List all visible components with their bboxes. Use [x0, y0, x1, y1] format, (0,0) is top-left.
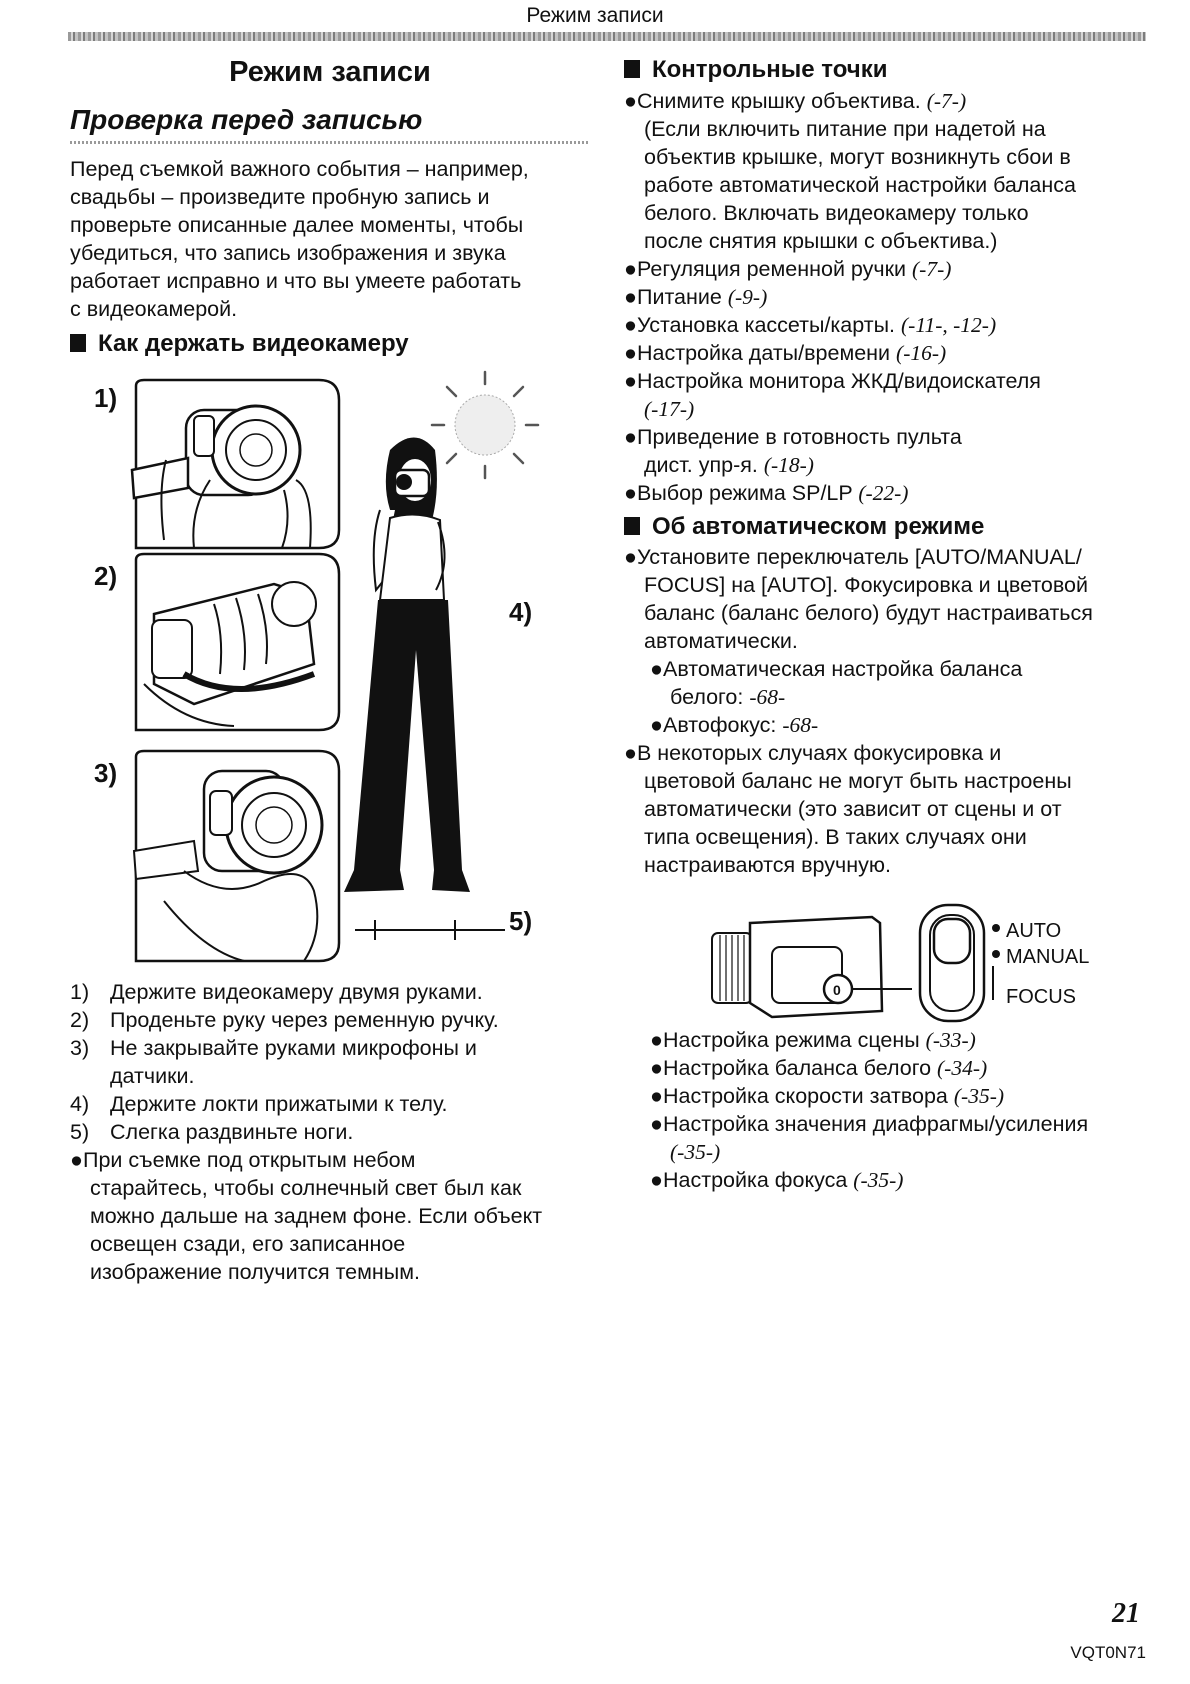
list-item	[624, 423, 1164, 479]
svg-text:0: 0	[833, 982, 841, 998]
page-ref: (-35-)	[670, 1140, 721, 1164]
step-text: датчики.	[110, 1064, 195, 1088]
auto-section	[624, 543, 1164, 879]
item-text: ●Автофокус:	[650, 713, 777, 737]
woman-recording-illustration	[340, 430, 510, 960]
intro-line: свадьбы – произведите пробную запись и	[70, 185, 490, 209]
figure-label-2: 2)	[94, 561, 118, 591]
intro-line: работает исправно и что вы умеете работать	[70, 269, 522, 293]
page-ref: (-22-)	[858, 481, 909, 505]
page-number: 21	[1112, 1598, 1140, 1629]
page-ref: (-18-)	[763, 453, 814, 477]
running-header: Режим записи	[526, 4, 664, 27]
item-text: ●Приведение в готовность пульта	[624, 425, 962, 449]
item-text: ●Настройка монитора ЖКД/видоискателя	[624, 369, 1041, 393]
step-number: 4)	[70, 1092, 90, 1116]
manual-settings-list	[650, 1026, 1170, 1194]
page-ref: (-7-)	[926, 89, 967, 113]
item-text: ●Установка кассеты/карты.	[624, 313, 896, 337]
list-item	[624, 655, 1164, 711]
page-ref: (-33-)	[925, 1028, 976, 1052]
list-item	[650, 1110, 1170, 1166]
list-item	[650, 1026, 1170, 1054]
item-text: ●Снимите крышку объектива.	[624, 89, 921, 113]
auto-note-line: типа освещения). В таких случаях они	[644, 825, 1027, 849]
list-item	[624, 339, 1164, 367]
step-text: Не закрывайте руками микрофоны и	[110, 1036, 477, 1060]
heading-square-icon	[624, 60, 640, 78]
lens-cap-note-line: белого. Включать видеокамеру только	[644, 201, 1029, 225]
auto-set-line: автоматически.	[644, 629, 798, 653]
hand-through-strap-illustration	[124, 554, 339, 730]
holding-heading-text: Как держать видеокамеру	[98, 330, 409, 357]
figure-label-3: 3)	[94, 758, 118, 788]
auto-manual-focus-switch	[912, 903, 992, 1023]
checkpoints-list	[624, 87, 1164, 507]
intro-line: с видеокамерой.	[70, 297, 238, 321]
auto-note-line: автоматически (это зависит от сцены и от	[644, 797, 1062, 821]
item-text: дист. упр-я.	[644, 453, 758, 477]
auto-set-line: баланс (баланс белого) будут настраиваться	[644, 601, 1093, 625]
item-text: белого:	[670, 685, 744, 709]
camera-side-illustration	[712, 903, 912, 1021]
item-text: ●Настройка баланса белого	[650, 1056, 932, 1080]
auto-set-line: FOCUS] на [AUTO]. Фокусировка и цветовой	[644, 573, 1089, 597]
section-subtitle: Проверка перед записью	[70, 104, 423, 135]
outdoor-note-line: можно дальше на заднем фоне. Если объект	[90, 1204, 543, 1228]
list-item	[624, 255, 1164, 283]
list-item	[70, 1118, 610, 1146]
list-item	[70, 978, 610, 1006]
step-number: 5)	[70, 1120, 90, 1144]
figure-label-1: 1)	[94, 383, 118, 413]
intro-line: убедиться, что запись изображения и звука	[70, 241, 506, 265]
list-item	[624, 311, 1164, 339]
item-text: ●Настройка режима сцены	[650, 1028, 920, 1052]
manual-label: MANUAL	[1006, 946, 1090, 968]
page-ref: (-34-)	[937, 1056, 988, 1080]
page-ref: -68-	[749, 685, 786, 709]
auto-heading-text: Об автоматическом режиме	[652, 513, 985, 540]
step-text: Проденьте руку через ременную ручку.	[110, 1008, 499, 1032]
page-ref: -68-	[782, 713, 819, 737]
step-text: Держите видеокамеру двумя руками.	[110, 980, 483, 1004]
switch-labels	[1006, 918, 1089, 1010]
list-item	[624, 283, 1164, 311]
feet-apart-arrow	[355, 920, 510, 940]
page-title: Режим записи	[229, 56, 431, 88]
item-text: ●Настройка скорости затвора	[650, 1084, 948, 1108]
outdoor-note-line: старайтесь, чтобы солнечный свет был как	[90, 1176, 522, 1200]
step-number: 2)	[70, 1008, 90, 1032]
page-ref: (-7-)	[912, 257, 952, 281]
mic-sensors-illustration	[124, 751, 339, 961]
focus-label: FOCUS	[1006, 986, 1076, 1008]
auto-set-line: ●Установите переключатель [AUTO/MANUAL/	[624, 545, 1082, 569]
step-text: Держите локти прижатыми к телу.	[110, 1092, 448, 1116]
step-number: 1)	[70, 980, 90, 1004]
heading-square-icon	[70, 334, 86, 352]
item-text: ●Автоматическая настройка баланса	[650, 657, 1023, 681]
page-ref: (-9-)	[727, 285, 768, 309]
holding-heading	[70, 330, 409, 358]
lens-cap-note-line: объектив крышке, могут возникнуть сбои в	[644, 145, 1071, 169]
header-rule	[68, 32, 1146, 41]
list-item	[70, 1034, 610, 1090]
page-ref: (-11-, -12-)	[901, 313, 997, 337]
lens-cap-note-line: (Если включить питание при надетой на	[644, 117, 1046, 141]
list-item	[624, 367, 1164, 423]
item-text: ●Питание	[624, 285, 722, 309]
steps-list	[70, 978, 610, 1286]
subtitle-rule	[70, 141, 590, 144]
list-item	[650, 1054, 1170, 1082]
outdoor-note-line: ●При съемке под открытым небом	[70, 1148, 416, 1172]
heading-square-icon	[624, 517, 640, 535]
list-item	[624, 711, 1164, 739]
auto-note-line: настраиваются вручную.	[644, 853, 891, 877]
checkpoints-heading	[624, 56, 888, 84]
figure-label-4: 4)	[509, 597, 533, 627]
list-item	[650, 1166, 1170, 1194]
list-item	[650, 1082, 1170, 1110]
list-item	[624, 87, 1164, 115]
step-text: Слегка раздвиньте ноги.	[110, 1120, 354, 1144]
item-text: ●Настройка фокуса	[650, 1168, 848, 1192]
page-ref: (-17-)	[644, 397, 695, 421]
outdoor-note-line: освещен сзади, его записанное	[90, 1232, 406, 1256]
intro-line: Перед съемкой важного события – например,	[70, 157, 529, 181]
auto-label: AUTO	[1006, 920, 1062, 942]
item-text: ●Регуляция ременной ручки	[624, 257, 907, 281]
item-text: ●Выбор режима SP/LP	[624, 481, 853, 505]
auto-note-line: цветовой баланс не могут быть настроены	[644, 769, 1072, 793]
lens-cap-note-line: работе автоматической настройки баланса	[644, 173, 1076, 197]
auto-heading	[624, 513, 984, 541]
page-ref: (-35-)	[853, 1168, 904, 1192]
intro-line: проверьте описанные далее моменты, чтобы	[70, 213, 524, 237]
hold-two-hands-illustration	[124, 380, 339, 548]
item-text: ●Настройка значения диафрагмы/усиления	[650, 1112, 1089, 1136]
auto-note-line: ●В некоторых случаях фокусировка и	[624, 741, 1002, 765]
step-number: 3)	[70, 1036, 90, 1060]
document-code: VQT0N71	[1070, 1643, 1146, 1662]
page-ref: (-16-)	[896, 341, 947, 365]
checkpoints-heading-text: Контрольные точки	[652, 56, 888, 83]
list-item	[70, 1090, 610, 1118]
lens-cap-note-line: после снятия крышки с объектива.)	[644, 229, 998, 253]
outdoor-note-line: изображение получится темным.	[90, 1260, 420, 1284]
figure-label-5: 5)	[509, 906, 533, 936]
switch-position-indicators	[990, 914, 1002, 1004]
list-item	[70, 1006, 610, 1034]
list-item	[624, 479, 1164, 507]
page-ref: (-35-)	[953, 1084, 1005, 1108]
intro-paragraph	[70, 155, 610, 323]
item-text: ●Настройка даты/времени	[624, 341, 891, 365]
